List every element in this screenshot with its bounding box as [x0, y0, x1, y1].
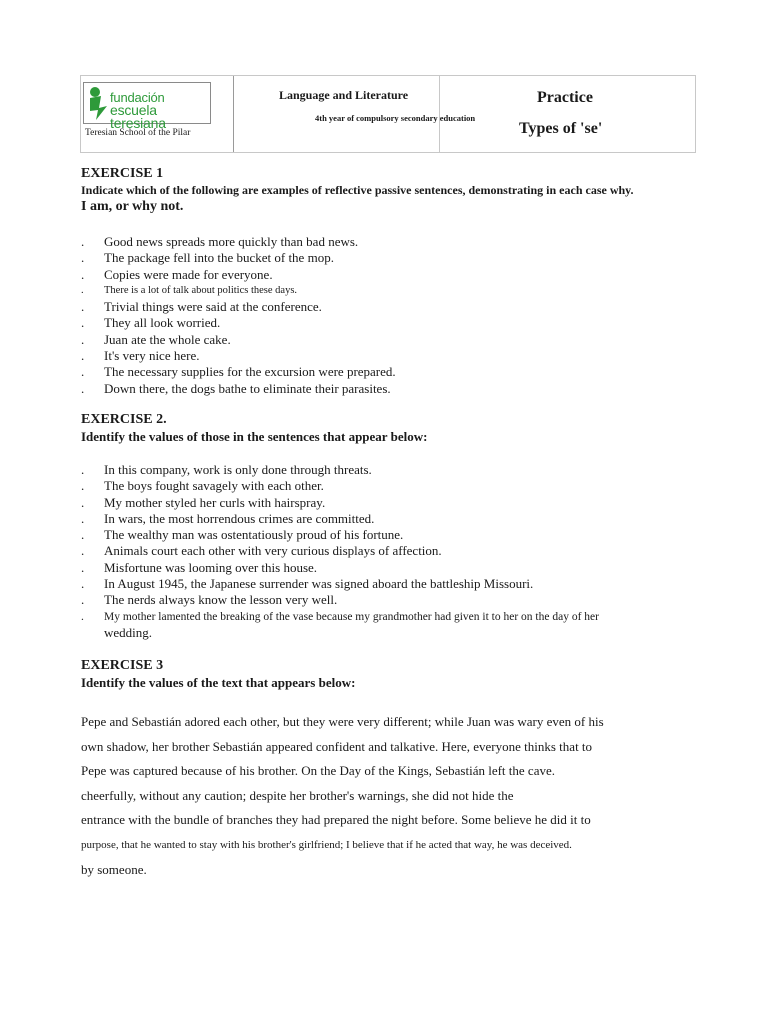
list-item: . In wars, the most horrendous crimes are committed. — [81, 510, 375, 526]
list-item: . Good news spreads more quickly than bad news. — [81, 234, 359, 249]
paragraph-line: own shadow, her brother Sebastián appeared confident and talkative. Here, everyone thinks that to — [81, 738, 593, 754]
header-subject-cell — [233, 76, 476, 152]
exercise3-instruction: Identify the values of the text that appears below: — [81, 675, 356, 690]
list-item: . In August 1945, the Japanese surrender was signed aboard the battleship Missouri. — [81, 576, 534, 592]
exercise2-title: EXERCISE 2. — [81, 412, 167, 427]
header-practice-cell — [439, 76, 695, 152]
list-item: . The necessary supplies for the excursion were prepared. — [81, 364, 396, 380]
header-logo-cell — [81, 76, 234, 152]
exercise3-text — [81, 710, 701, 882]
topic-title: Types of 'se' — [519, 120, 603, 137]
list-item: . My mother styled her curls with hairspray. — [81, 494, 326, 510]
paragraph-line: by someone. — [81, 861, 147, 877]
grade-label: 4th year of compulsory secondary education — [315, 113, 476, 123]
list-item: . In this company, work is only done through threats. — [81, 462, 372, 477]
subject-title: Language and Literature — [279, 88, 409, 102]
paragraph-line: cheerfully, without any caution; despite her brother's warnings, she did not hide the — [81, 787, 514, 803]
list-item: . The boys fought savagely with each other. — [81, 478, 324, 494]
exercise2-instruction: Identify the values of those in the sentences that appear below: — [81, 429, 428, 444]
paragraph-line: entrance with the bundle of branches they had prepared the night before. Some believe he did it to — [81, 812, 591, 828]
paragraph-line: Pepe and Sebastián adored each other, but they were very different; while Juan was wary even of his — [81, 714, 604, 729]
paragraph-line: purpose, that he wanted to stay with his brother's girlfriend; I believe that if he acted that way, he was deceived. — [81, 838, 572, 851]
practice-label: Practice — [537, 89, 593, 106]
list-item: . The package fell into the bucket of the mop. — [81, 250, 334, 266]
list-item: . It's very nice here. — [81, 348, 200, 364]
school-name: Teresian School of the Pilar — [85, 128, 191, 138]
list-item: . They all look worried. — [81, 315, 221, 331]
logo-line2: escuela teresiana — [110, 102, 166, 131]
list-item-continuation: wedding. — [104, 625, 153, 641]
logo-mark-icon — [87, 86, 109, 122]
list-item: . Juan ate the whole cake. — [81, 331, 231, 347]
exercise1-title: EXERCISE 1 — [81, 166, 164, 181]
exercise3-heading — [81, 658, 701, 692]
exercise2-list — [81, 462, 681, 643]
list-item: . The wealthy man was ostentatiously proud of his fortune. — [81, 527, 404, 543]
paragraph-line: Pepe was captured because of his brother. On the Day of the Kings, Sebastián left the cave. — [81, 763, 555, 779]
exercise1-instruction: Indicate which of the following are examples of reflective passive sentences, demonstrating in each case why. — [81, 183, 634, 197]
list-item: . Animals court each other with very curious displays of affection. — [81, 543, 442, 559]
exercise1-instruction-cont: I am, or why not. — [81, 199, 184, 214]
exercise1-list — [81, 234, 681, 397]
list-item: . My mother lamented the breaking of the vase because my grandmother had given it to her on the day of her wedding. — [81, 610, 599, 641]
exercise1-heading — [81, 166, 701, 216]
list-item: . Misfortune was looming over this house. — [81, 559, 318, 575]
logo-text — [110, 91, 210, 130]
header-table — [80, 75, 696, 153]
list-item: . The nerds always know the lesson very well. — [81, 592, 338, 608]
list-item: . Down there, the dogs bathe to eliminate their parasites. — [81, 380, 391, 396]
exercise3-title: EXERCISE 3 — [81, 658, 164, 673]
list-item: . Trivial things were said at the conference. — [81, 299, 322, 315]
logo-line1: fundación — [110, 90, 165, 105]
exercise2-heading — [81, 412, 701, 446]
logo — [83, 82, 211, 131]
list-item: . There is a lot of talk about politics these days. — [81, 284, 298, 296]
list-item: . Copies were made for everyone. — [81, 266, 273, 282]
